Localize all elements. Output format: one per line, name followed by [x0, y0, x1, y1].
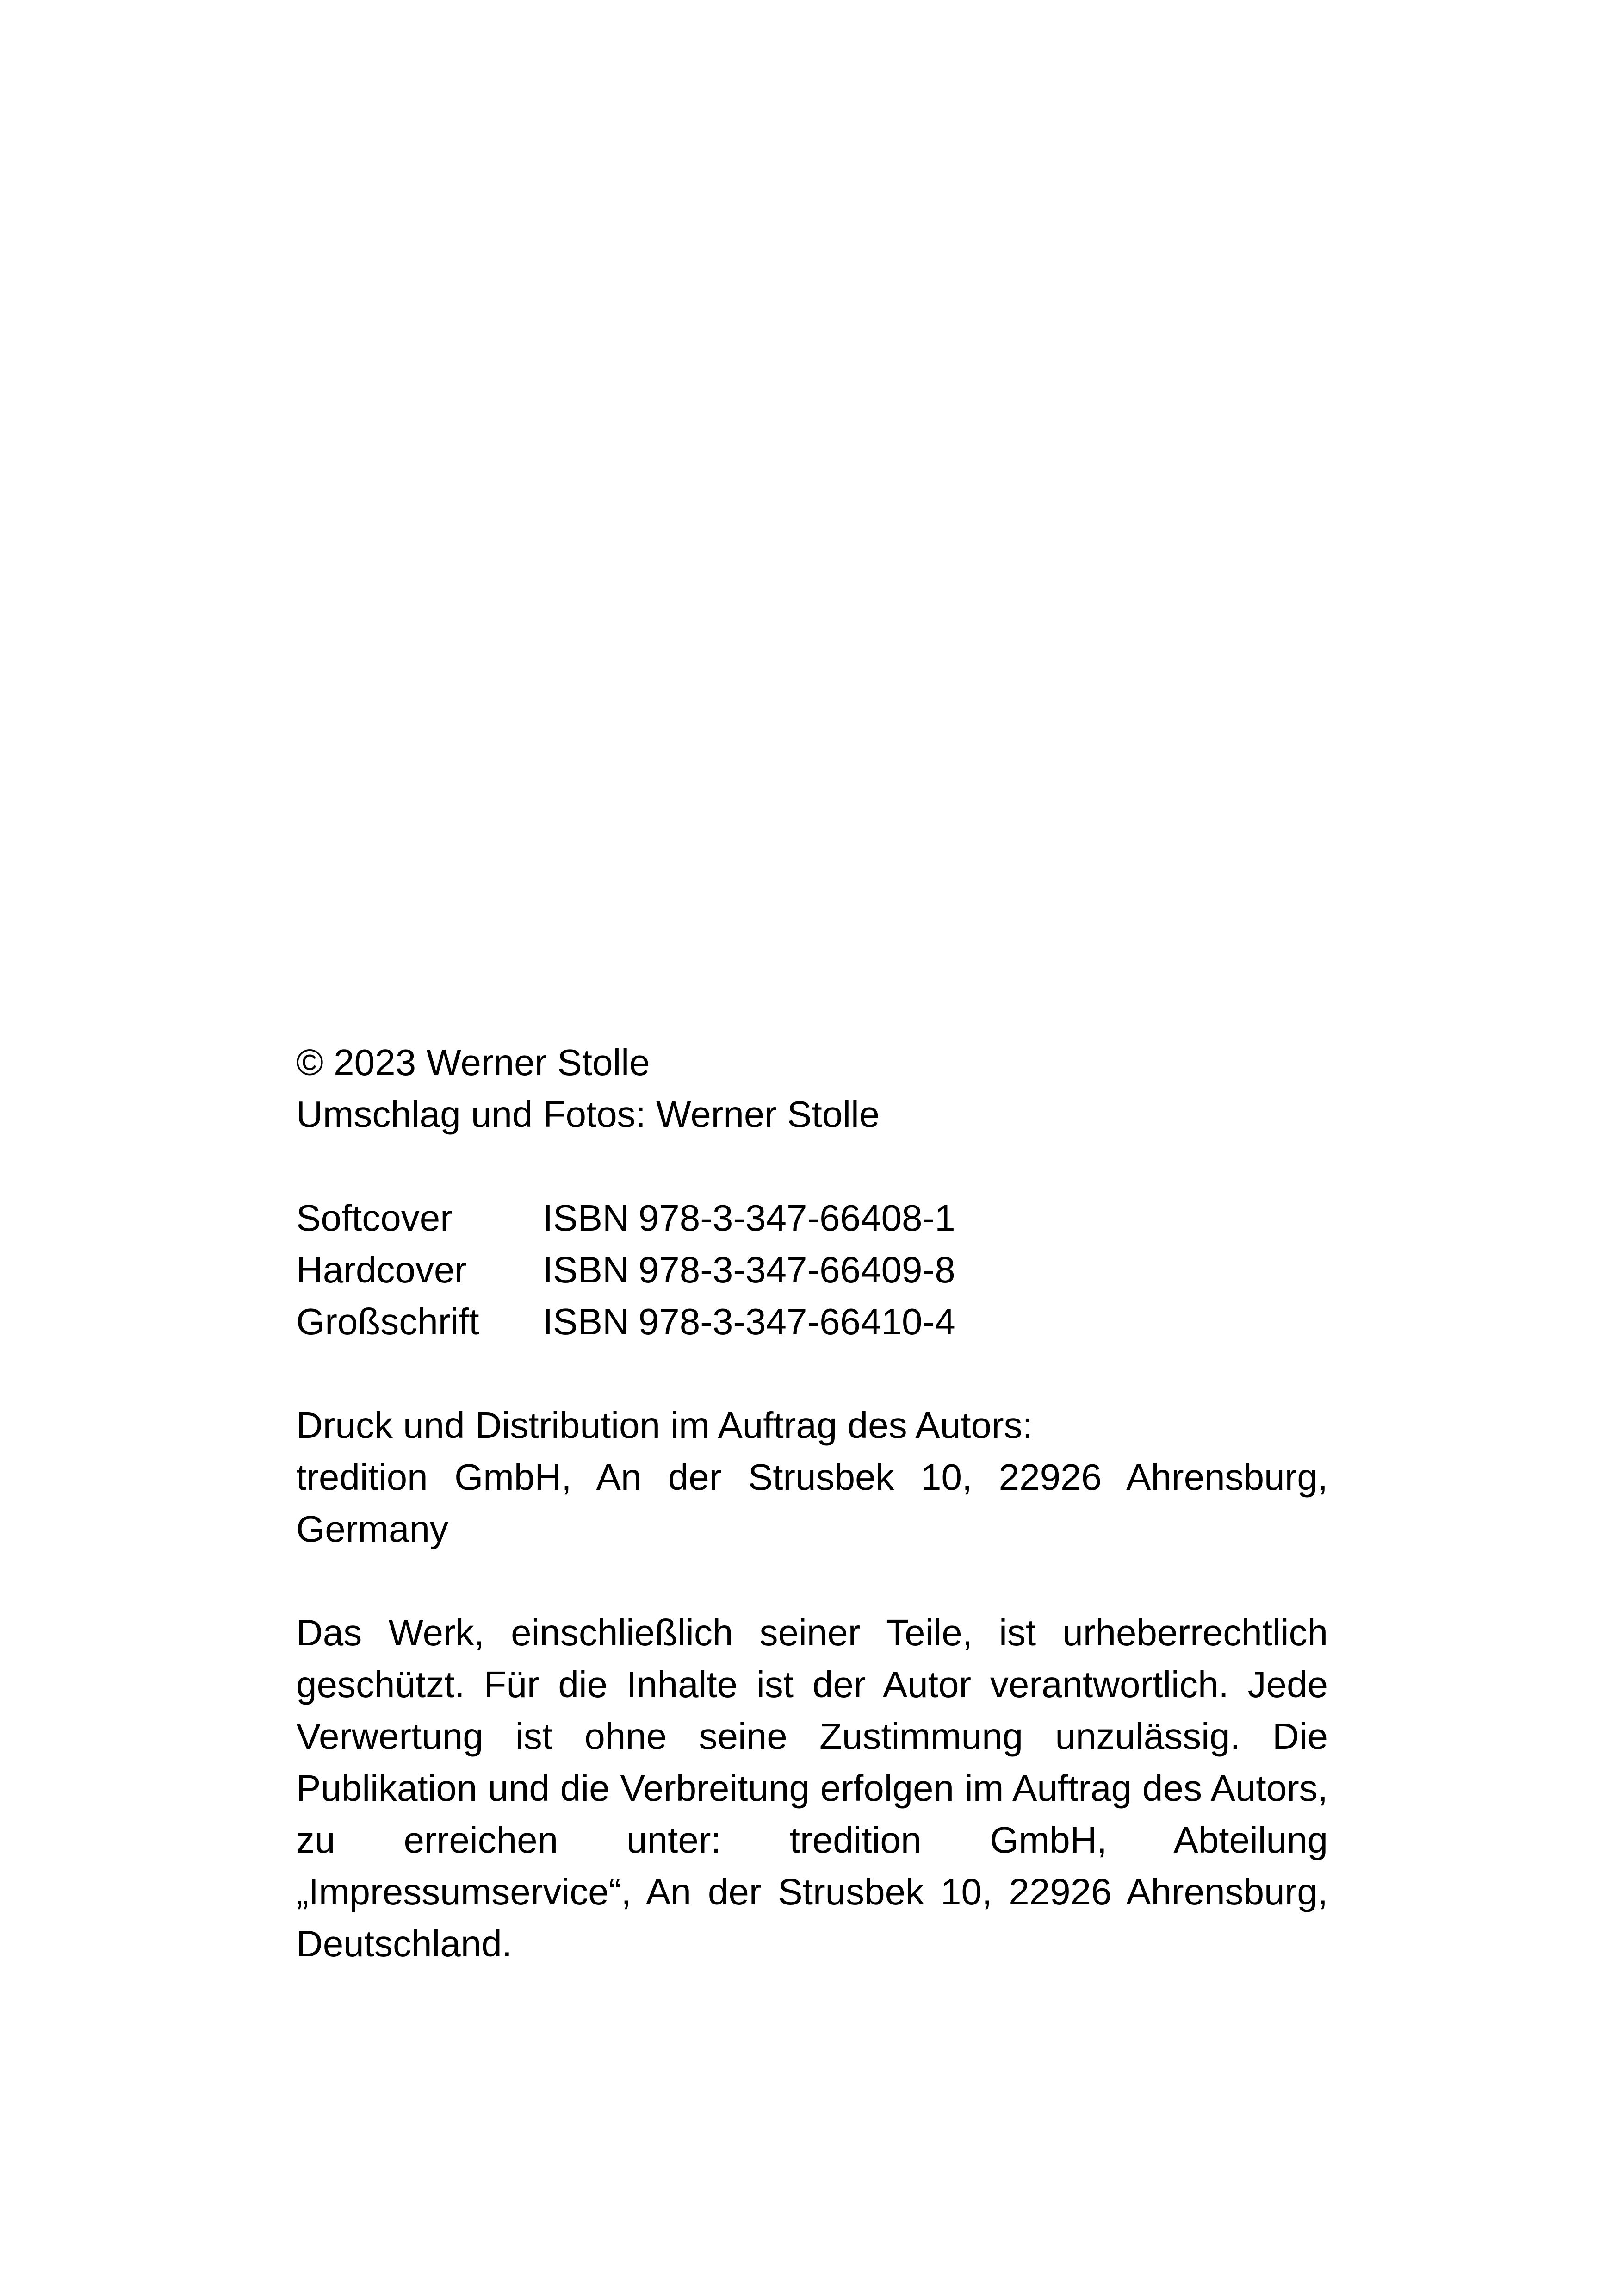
publisher-address: tredition GmbH, An der Strusbek 10, 22926 Ahrensburg, Germany [296, 1456, 1328, 1549]
spacer [296, 1348, 1328, 1400]
copyright-line: © 2023 Werner Stolle [296, 1042, 650, 1083]
isbn-row-large-print [296, 1296, 1328, 1348]
isbn-number: 978-3-347-66410-4 [638, 1301, 955, 1342]
isbn-label: ISBN [543, 1249, 629, 1290]
cover-photo-credits: Umschlag und Fotos: Werner Stolle [296, 1094, 880, 1135]
isbn-number: 978-3-347-66409-8 [638, 1249, 955, 1290]
distribution-heading: Druck und Distribution im Auftrag des Autors: [296, 1405, 1033, 1446]
isbn-label: ISBN [543, 1301, 629, 1342]
spacer [296, 1555, 1328, 1607]
imprint-block [296, 1037, 1328, 1970]
isbn-list [296, 1192, 1328, 1348]
legal-notice: Das Werk, einschließlich seiner Teile, ist urheberrechtlich geschützt. Für die Inhalte ist der Autor verantwortlich. Jede Verwertung ist ohne seine Zustimmung unzulässig. Die Publikation und die Verbreitung erfolgen im Auftrag des Autors, zu erreichen unter: tredition GmbH, Abteilung „Impressumservice“, An der Strusbek 10, 22926 Ahrensburg, Deutschland. [296, 1612, 1328, 1964]
isbn-number: 978-3-347-66408-1 [638, 1197, 955, 1238]
isbn-label: ISBN [543, 1197, 629, 1238]
isbn-format: Softcover [296, 1197, 453, 1238]
isbn-row-hardcover [296, 1244, 1328, 1296]
isbn-format: Hardcover [296, 1249, 467, 1290]
isbn-row-softcover [296, 1192, 1328, 1244]
spacer [296, 1140, 1328, 1192]
isbn-format: Großschrift [296, 1301, 479, 1342]
